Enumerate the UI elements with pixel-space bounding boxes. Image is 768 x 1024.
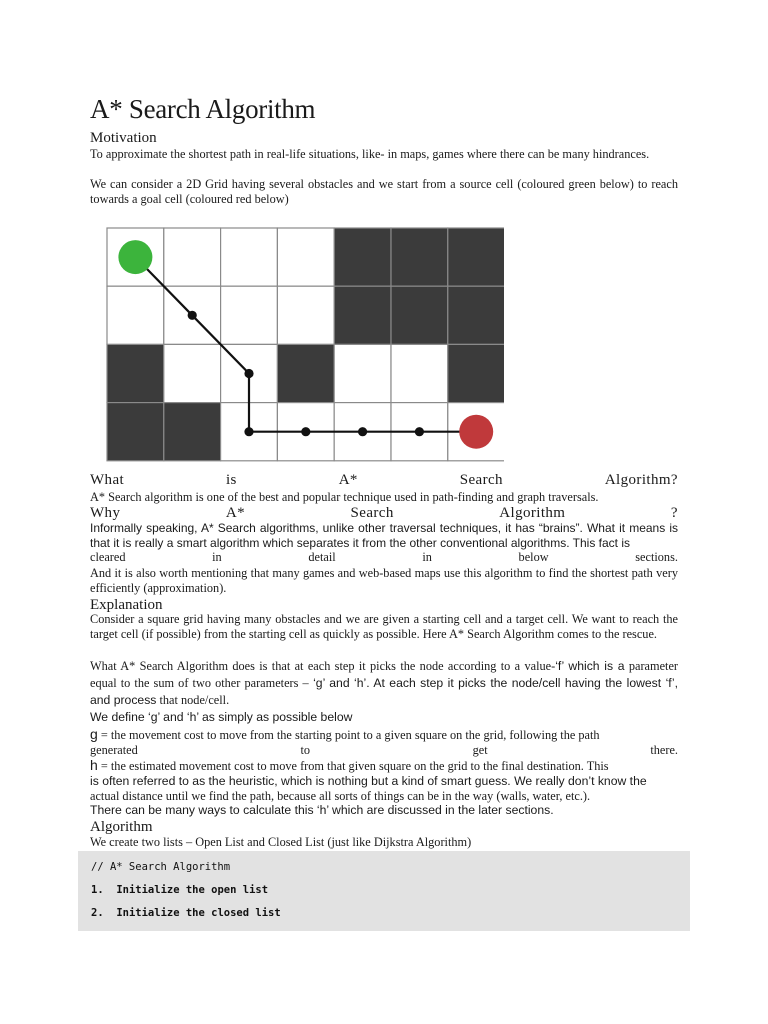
path-node: [415, 427, 424, 436]
grid-cell: [334, 344, 391, 402]
grid-cell-obstacle: [277, 344, 334, 402]
explanation-text: What A* Search Algorithm does is that at each step it picks the node according to a value-: [90, 659, 556, 673]
why-heading-word: Search: [350, 505, 394, 521]
g-definition-last-line: [90, 743, 678, 758]
g-word: get: [472, 743, 488, 757]
grid-cell-obstacle: [334, 228, 391, 286]
why-word: detail: [308, 550, 336, 564]
grid-cell: [391, 344, 448, 402]
motivation-paragraph-1: To approximate the shortest path in real-life situations, like- in maps, games where there can be many hindrances.: [90, 147, 650, 161]
grid-cell-obstacle: [391, 228, 448, 286]
grid-cell-obstacle: [448, 344, 504, 402]
code-block: [78, 851, 690, 931]
explanation-text: that node/cell.: [156, 693, 230, 707]
explanation-paragraph-3: We define ‘g’ and ‘h’ as simply as possible below: [90, 710, 353, 724]
code-line-text: Initialize the closed list: [116, 907, 281, 919]
grid-cell: [277, 286, 334, 344]
why-paragraph-2: And it is also worth mentioning that many games and web-based maps use this algorithm to find the shortest path very efficiently (approximation).: [90, 566, 678, 595]
g-symbol: g: [90, 726, 98, 742]
path-node: [358, 427, 367, 436]
why-paragraph-1: Informally speaking, A* Search algorithms, unlike other traversal techniques, it has “brains”. What it means is that it is really a smart algorithm which separates it from the other conventional algorithms. This fact is: [90, 521, 678, 550]
what-is-heading-word: Algorithm?: [604, 472, 678, 488]
g-definition: [90, 727, 678, 743]
code-comment: // A* Search Algorithm: [91, 861, 231, 873]
path-node: [244, 369, 253, 378]
g-word: to: [300, 743, 311, 757]
h-definition-line-2: is often referred to as the heuristic, which is nothing but a kind of smart guess. We really don’t know the: [90, 774, 647, 788]
h-symbol: h: [90, 757, 98, 773]
g-definition-text: = the movement cost to move from the starting point to a given square on the grid, following the path: [97, 728, 600, 742]
explanation-heading: Explanation: [90, 597, 163, 613]
code-line: [91, 907, 281, 919]
path-node: [301, 427, 310, 436]
algorithm-paragraph: We create two lists – Open List and Closed List (just like Dijkstra Algorithm): [90, 835, 472, 849]
start-cell-marker: [118, 240, 152, 274]
grid-cell-obstacle: [448, 286, 504, 344]
grid-cell-obstacle: [164, 403, 221, 461]
grid-cell: [164, 228, 221, 286]
g-word: generated: [90, 743, 138, 757]
path-grid-figure: [106, 227, 504, 468]
what-is-heading-word: A*: [338, 472, 358, 488]
explanation-paragraph-1: Consider a square grid having many obstacles and we are given a starting cell and a target cell. We want to reach the target cell (if possible) from the starting cell as quickly as possible. Here A* Search Algorithm comes to the rescue.: [90, 612, 678, 641]
grid-cell: [277, 228, 334, 286]
why-heading-word: Why: [90, 505, 121, 521]
explanation-text: ‘g’ and ‘h’. At each step it picks the node/cell having the lowest ‘f’, and process: [90, 676, 678, 707]
why-heading: [90, 504, 678, 522]
what-is-paragraph: A* Search algorithm is one of the best and popular technique used in path-finding and graph traversals.: [90, 490, 599, 504]
why-word: below: [518, 550, 549, 564]
goal-cell-marker: [459, 415, 493, 449]
what-is-heading-word: is: [225, 472, 237, 488]
motivation-heading: Motivation: [90, 130, 157, 146]
page-title: A* Search Algorithm: [90, 94, 316, 124]
what-is-heading: [90, 471, 678, 489]
grid-cell-obstacle: [334, 286, 391, 344]
what-is-heading-word: What: [90, 472, 125, 488]
h-definition-text: = the estimated movement cost to move from that given square on the grid to the final destination. This: [97, 759, 609, 773]
h-definition-line-3: actual distance until we find the path, because all sorts of things can be in the way (walls, water, etc.).: [90, 789, 591, 803]
why-word: in: [212, 550, 222, 564]
why-heading-word: A*: [225, 505, 246, 521]
path-node: [244, 427, 253, 436]
why-paragraph-1-last-line: [90, 550, 678, 565]
grid-cell: [107, 286, 164, 344]
code-line-text: Initialize the open list: [116, 884, 269, 896]
why-heading-word: Algorithm: [499, 505, 566, 521]
explanation-text: parameter equal to the sum of two other parameters –: [90, 659, 678, 690]
why-word: cleared: [90, 550, 126, 564]
code-line-number: 2.: [91, 907, 104, 919]
motivation-paragraph-2: We can consider a 2D Grid having several obstacles and we start from a source cell (coloured green below) to reach towards a goal cell (coloured red below): [90, 177, 678, 206]
code-line: [91, 884, 268, 896]
h-definition: [90, 758, 678, 774]
grid-cell-obstacle: [107, 403, 164, 461]
algorithm-heading: Algorithm: [90, 819, 153, 835]
grid-cell: [221, 228, 278, 286]
why-word: in: [422, 550, 432, 564]
code-line-number: 1.: [91, 884, 104, 896]
why-word: sections.: [635, 550, 678, 564]
path-node: [188, 311, 197, 320]
h-definition-line-4: There can be many ways to calculate this ‘h’ which are discussed in the later sections.: [90, 803, 554, 817]
grid-cell: [164, 344, 221, 402]
why-heading-word: ?: [670, 505, 678, 521]
explanation-paragraph-2: [90, 658, 678, 709]
grid-cell-obstacle: [107, 344, 164, 402]
g-word: there.: [650, 743, 678, 757]
explanation-text: ‘f’ which is a: [555, 659, 625, 673]
grid-cell-obstacle: [448, 228, 504, 286]
path-grid: [106, 227, 504, 463]
what-is-heading-word: Search: [459, 472, 503, 488]
grid-cell: [221, 286, 278, 344]
grid-cell-obstacle: [391, 286, 448, 344]
